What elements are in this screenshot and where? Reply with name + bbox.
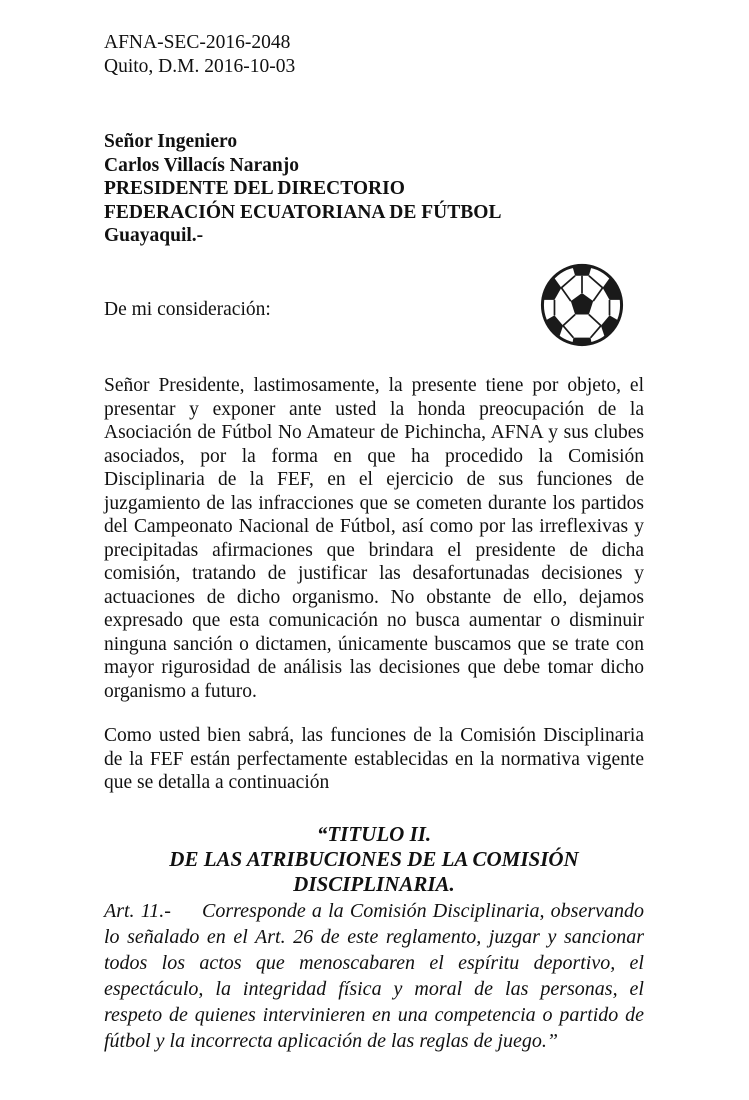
body-paragraph-2: Como usted bien sabrá, las funciones de la Comisión Disciplinaria de la FEF están perfectamente establecidas en la normativa vigente que se detalla a continuación <box>104 725 644 793</box>
recipient-title: Señor Ingeniero <box>104 131 238 152</box>
reference-block <box>104 31 295 78</box>
heading-subtitle-line1: DE LAS ATRIBUCIONES DE LA COMISIÓN <box>169 847 579 871</box>
heading-title: “TITULO II. <box>316 822 432 846</box>
recipient-city: Guayaquil.- <box>104 225 204 246</box>
quoted-heading <box>104 822 644 897</box>
recipient-organization: FEDERACIÓN ECUATORIANA DE FÚTBOL <box>104 201 502 223</box>
recipient-name: Carlos Villacís Naranjo <box>104 154 299 176</box>
recipient-block <box>104 130 501 248</box>
soccer-ball-icon <box>539 262 625 348</box>
body-paragraph-1: Señor Presidente, lastimosamente, la presente tiene por objeto, el presentar y exponer ante usted la honda preocupación de la Asociación de Fútbol No Amateur de Pichincha, AFNA y sus clubes asociados, por la forma en que ha procedido la Comisión Disciplinaria de la FEF, en el ejercicio de sus funciones de juzgamiento de las infracciones que se cometen durante los partidos del Campeonato Nacional de Fútbol, así como por las irreflexivas y precipitadas afirmaciones que brindara el presidente de dicha comisión, tratando de justificar las desafortunadas decisiones y actuaciones de dicho organismo. No obstante de ello, dejamos expresado que esta comunicación no busca aumentar o disminuir ninguna sanción o dictamen, únicamente buscamos que se trate con mayor rigurosidad de análisis las decisiones que debe tomar dicho organismo a futuro. <box>104 375 644 702</box>
heading-subtitle-line2: DISCIPLINARIA. <box>293 872 455 896</box>
quoted-article: Art. 11.- Corresponde a la Comisión Disciplinaria, observando lo señalado en el Art. 26 de este reglamento, juzgar y sancionar todos los actos que menoscabaren el espíritu deportivo, el espectáculo, la integridad física y moral de las personas, el respeto de quienes intervinieren en una competencia o partido de fútbol y la incorrecta aplicación de las reglas de juego.” <box>104 900 644 1052</box>
reference-code: AFNA-SEC-2016-2048 <box>104 32 291 53</box>
place-date: Quito, D.M. 2016-10-03 <box>104 55 296 77</box>
salutation: De mi consideración: <box>104 299 271 320</box>
recipient-position: PRESIDENTE DEL DIRECTORIO <box>104 178 405 199</box>
